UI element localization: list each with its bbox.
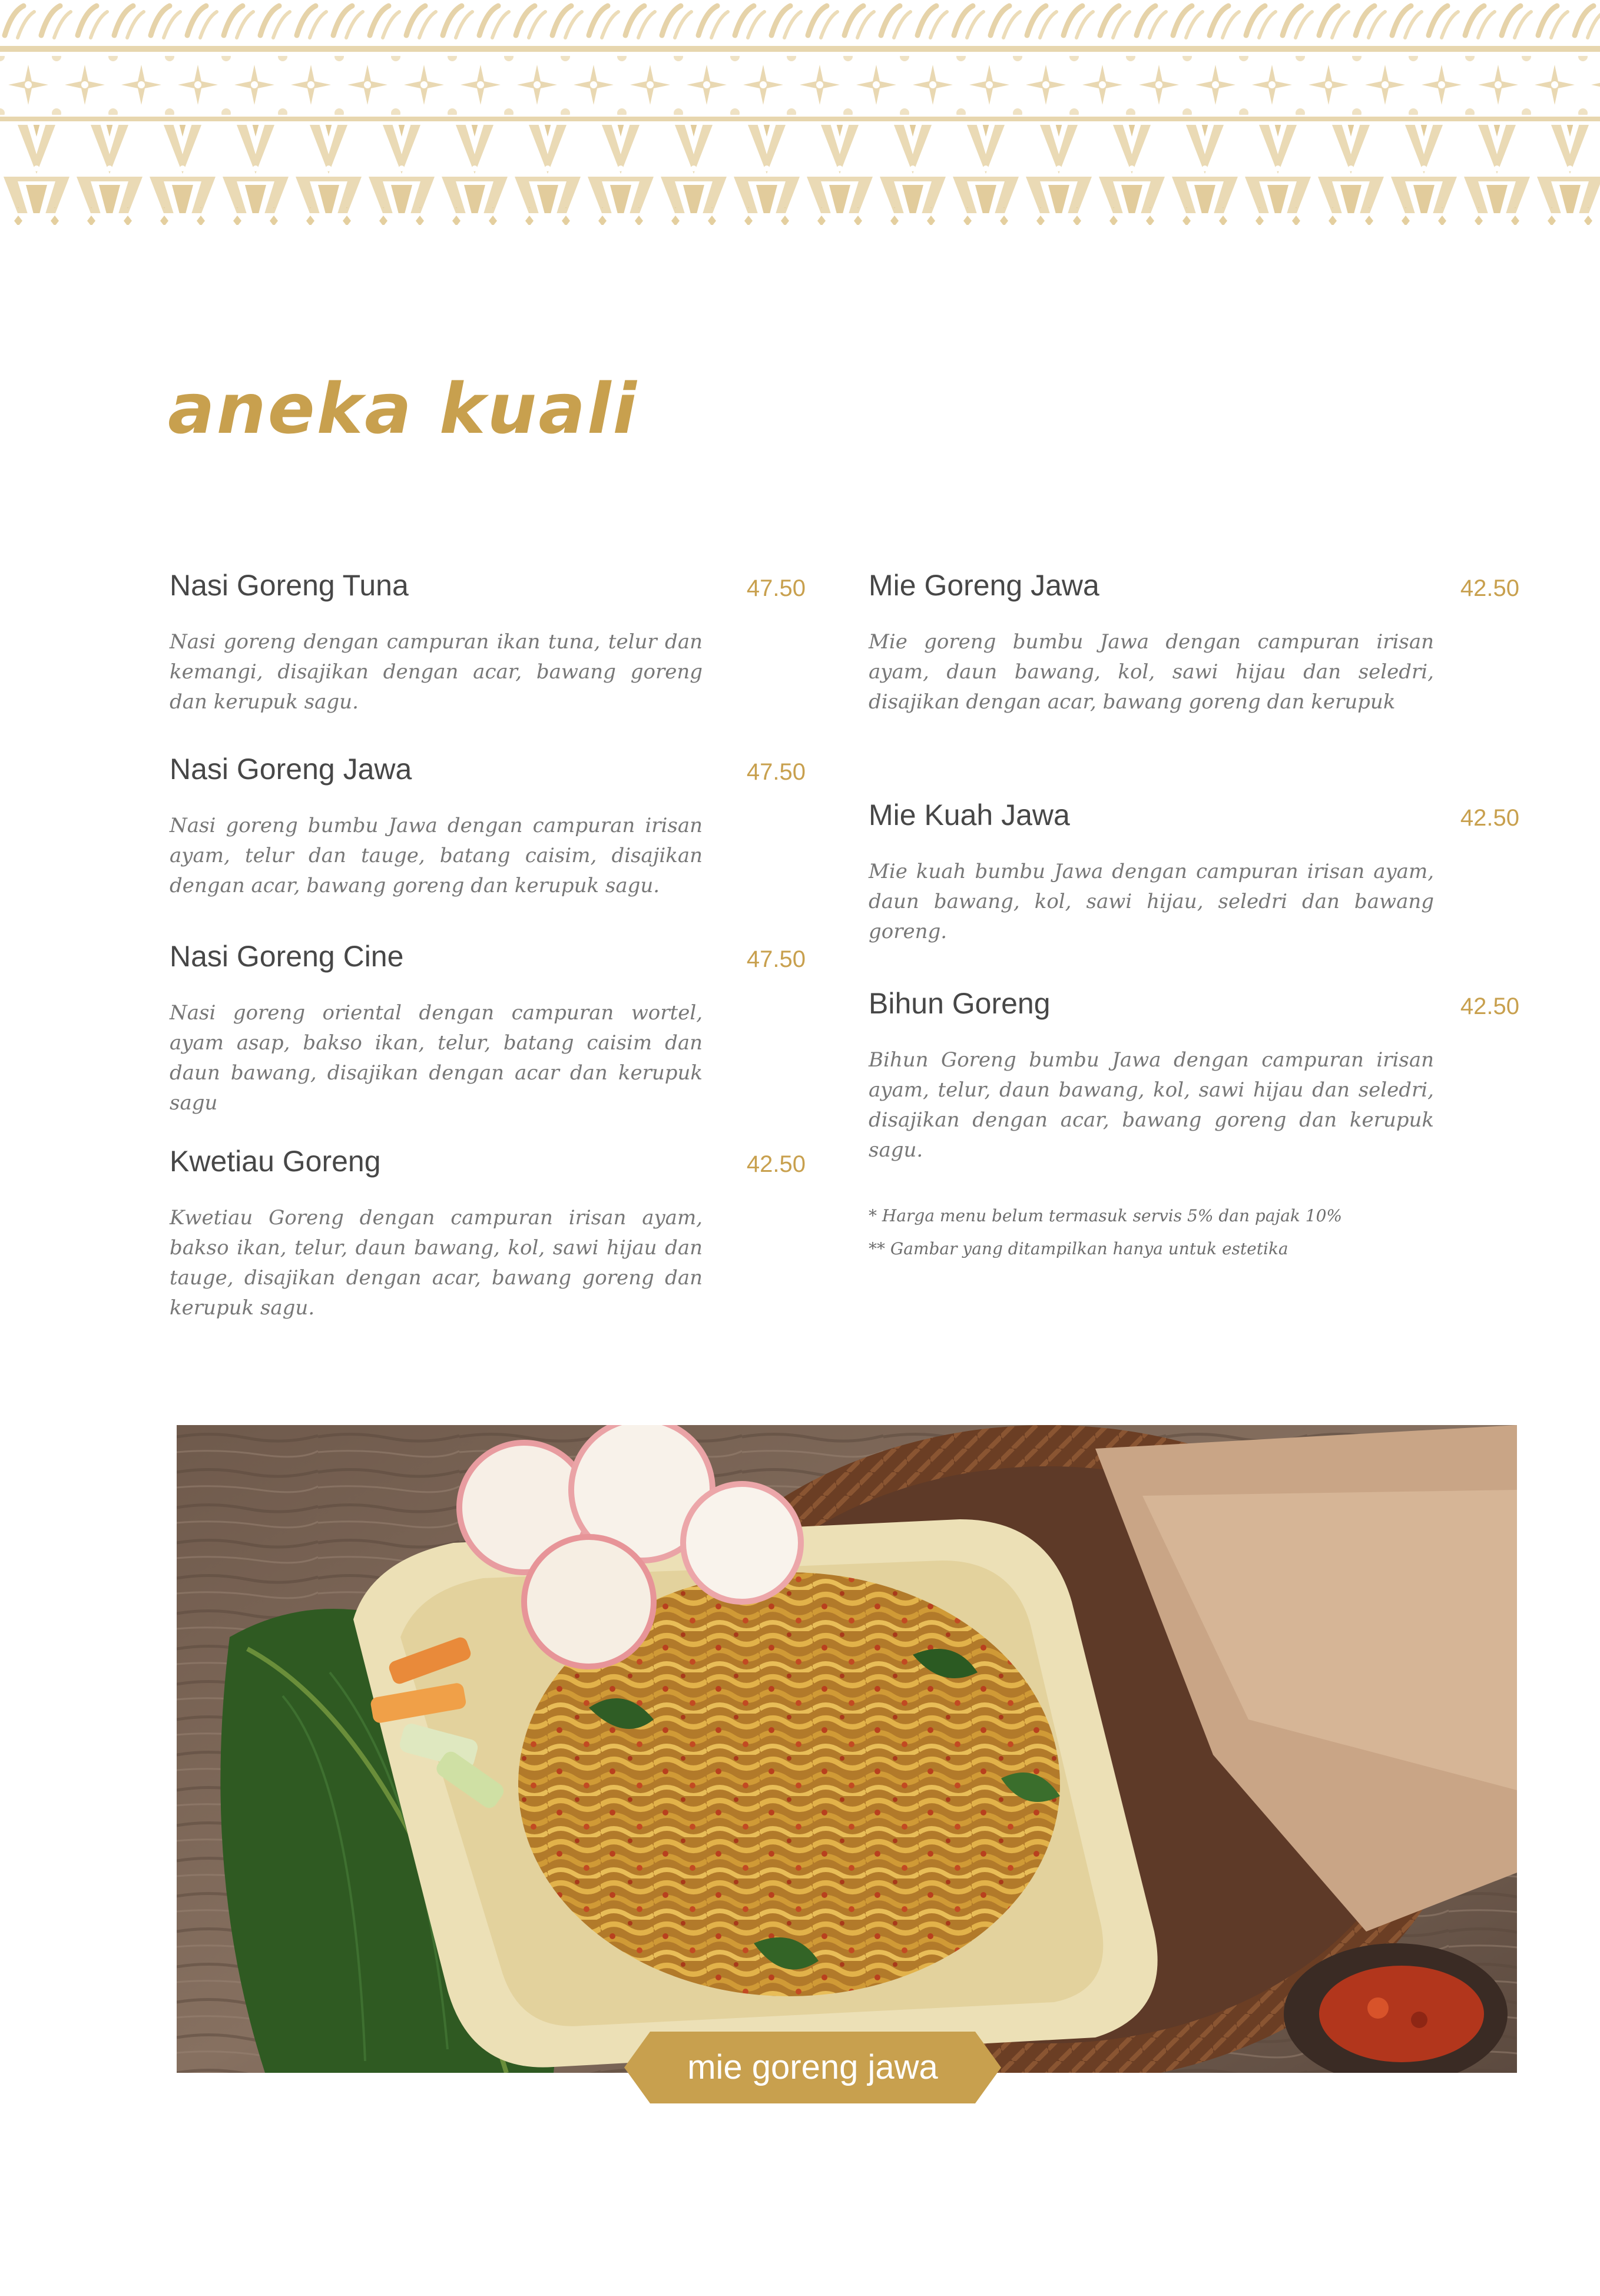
menu-item-price: 42.50 <box>746 1151 806 1177</box>
menu-item-price: 47.50 <box>746 759 806 785</box>
menu-item-name: Kwetiau Goreng <box>170 1145 381 1178</box>
menu-item-price: 47.50 <box>746 575 806 601</box>
photo-caption-banner <box>624 2032 1001 2103</box>
menu-item-name: Bihun Goreng <box>869 987 1051 1020</box>
photo-caption: mie goreng jawa <box>687 2048 938 2086</box>
menu-item-description: Mie kuah bumbu Jawa dengan campuran irisan ayam, daun bawang, kol, sawi hijau, seledri dan bawang goreng. <box>869 860 1434 943</box>
note-image: ** Gambar yang ditampilkan hanya untuk estetika <box>869 1239 1288 1258</box>
menu-item-name: Mie Goreng Jawa <box>869 569 1099 602</box>
menu-item-price: 47.50 <box>746 946 806 972</box>
food-photo <box>177 1425 1517 2073</box>
menu-item-name: Nasi Goreng Cine <box>170 940 404 973</box>
menu-item <box>170 939 806 1115</box>
menu-item-description: Nasi goreng dengan campuran ikan tuna, telur dan kemangi, disajikan dengan acar, bawang goreng dan kerupuk sagu. <box>170 630 703 714</box>
menu-item-description: Nasi goreng bumbu Jawa dengan campuran irisan ayam, telur dan tauge, batang caisim, disajikan dengan acar, bawang goreng dan kerupuk sagu. <box>170 814 703 897</box>
menu-item-description: Bihun Goreng bumbu Jawa dengan campuran irisan ayam, telur, daun bawang, kol, sawi hijau dan seledri, disajikan dengan acar, bawang goreng dan kerupuk sagu. <box>869 1048 1434 1162</box>
menu-item-description: Kwetiau Goreng dengan campuran irisan ayam, bakso ikan, telur, daun bawang, kol, sawi hijau dan tauge, disajikan dengan acar, bawang goreng dan kerupuk sagu. <box>170 1206 703 1320</box>
menu-item <box>170 1144 806 1320</box>
note-tax: * Harga menu belum termasuk servis 5% dan pajak 10% <box>869 1206 1342 1225</box>
menu-item-name: Nasi Goreng Tuna <box>170 569 409 602</box>
menu-item <box>170 752 806 897</box>
menu-item-price: 42.50 <box>1460 575 1519 601</box>
page-title: aneka kuali <box>168 368 638 449</box>
menu-item <box>170 568 806 714</box>
decorative-header-pattern <box>0 0 1600 236</box>
menu-item-header <box>170 1144 806 1191</box>
menu-item-price: 42.50 <box>1460 993 1519 1019</box>
menu-item <box>869 986 1519 1162</box>
menu-item-name: Nasi Goreng Jawa <box>170 753 412 786</box>
menu-item-header <box>869 568 1519 615</box>
menu-item-header <box>170 752 806 799</box>
menu-item-name: Mie Kuah Jawa <box>869 799 1070 831</box>
menu-item-price: 42.50 <box>1460 805 1519 831</box>
menu-item <box>869 568 1519 714</box>
menu-item-header <box>170 568 806 615</box>
menu-item-description: Nasi goreng oriental dengan campuran wortel, ayam asap, bakso ikan, telur, batang caisim dan daun bawang, disajikan dengan acar dan kerupuk sagu <box>170 1001 703 1115</box>
price-notes <box>869 1200 1434 1265</box>
menu-item-header <box>170 939 806 986</box>
menu-item <box>869 798 1519 943</box>
menu-item-header <box>869 798 1519 845</box>
menu-item-header <box>869 986 1519 1033</box>
menu-item-description: Mie goreng bumbu Jawa dengan campuran irisan ayam, daun bawang, kol, sawi hijau dan seledri, disajikan dengan acar, bawang goreng dan kerupuk <box>869 630 1434 714</box>
